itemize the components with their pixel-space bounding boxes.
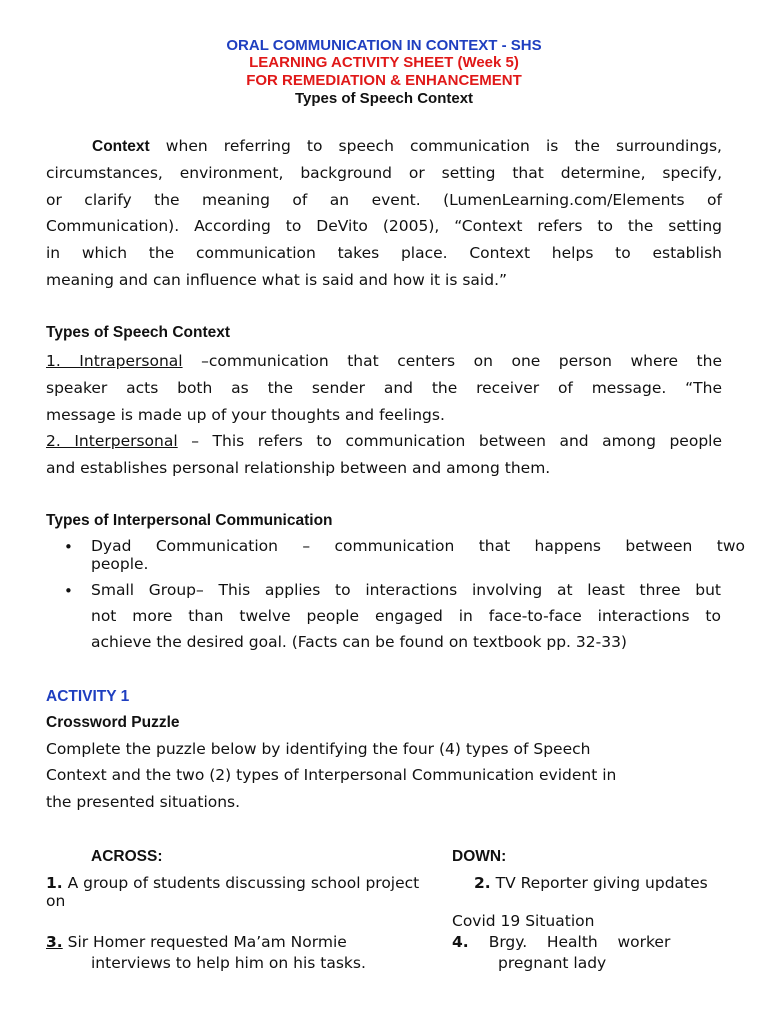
- small-group-line-2: not more than twelve people engaged in face-to-face interactions to: [91, 607, 721, 625]
- across-clue-1: [46, 874, 419, 892]
- intro-line-5: in which the communication takes place. Context helps to establish: [46, 244, 722, 263]
- down-label: DOWN:: [452, 848, 507, 865]
- dyad-line-1: Dyad Communication – communication that happens between two: [91, 537, 745, 555]
- activity-line-1: Complete the puzzle below by identifying the four (4) types of Speech: [46, 740, 591, 758]
- activity-line-3: the presented situations.: [46, 793, 241, 811]
- down-clue-2-line-2: Covid 19 Situation: [452, 912, 595, 930]
- intrapersonal-line-1: [46, 348, 722, 375]
- dyad-line-2: people.: [91, 555, 149, 573]
- intro-lead: Context: [92, 138, 150, 155]
- bullet-dot-2: •: [64, 582, 73, 600]
- down-clue-2-text: TV Reporter giving updates: [490, 874, 708, 892]
- across-clue-3-text: Sir Homer requested Ma’am Normie: [62, 933, 347, 951]
- intro-line-1: [46, 133, 722, 160]
- down-clue-4-line-2: pregnant lady: [498, 954, 607, 972]
- down-clue-4: [452, 933, 670, 951]
- across-clue-3-line-2: interviews to help him on his tasks.: [91, 954, 366, 972]
- small-group-line-3: achieve the desired goal. (Facts can be found on textbook pp. 32-33): [91, 633, 627, 651]
- interpersonal-term: 2. Interpersonal: [46, 432, 178, 451]
- interpersonal-line-2: and establishes personal relationship between and among them.: [46, 459, 551, 478]
- activity-sheet-title: LEARNING ACTIVITY SHEET (Week 5): [249, 54, 519, 71]
- topic-title: Types of Speech Context: [294, 90, 474, 107]
- speech-context-list: [46, 348, 722, 482]
- down-clue-4-number: 4.: [452, 933, 469, 951]
- intro-line-6: meaning and can influence what is said and how it is said.”: [46, 270, 508, 289]
- activity-title: ACTIVITY 1: [46, 688, 130, 705]
- intrapersonal-line-3: message is made up of your thoughts and feelings.: [46, 405, 445, 424]
- small-group-line-1: Small Group– This applies to interactions involving at least three but: [91, 581, 721, 599]
- across-label: ACROSS:: [91, 848, 163, 865]
- activity-line-2: Context and the two (2) types of Interpersonal Communication evident in: [46, 766, 617, 784]
- across-clue-1-text: A group of students discussing school project: [62, 874, 420, 892]
- across-clue-1-number: 1.: [46, 874, 63, 892]
- down-clue-2: [474, 874, 708, 892]
- interpersonal-line-1: [46, 428, 722, 455]
- intro-line-1-text: when referring to speech communication is the surroundings,: [149, 137, 722, 155]
- down-clue-2-number: 2.: [474, 874, 491, 892]
- interpersonal-heading: Types of Interpersonal Communication: [46, 512, 333, 529]
- bullet-dot-1: •: [64, 538, 73, 556]
- doc-title: ORAL COMMUNICATION IN CONTEXT - SHS: [226, 37, 542, 54]
- speech-context-heading: Types of Speech Context: [46, 324, 231, 341]
- down-clue-4-text: Brgy. Health worker: [488, 933, 671, 951]
- across-clue-3: [46, 933, 347, 951]
- intro-line-2: circumstances, environment, background or setting that determine, specify,: [46, 163, 722, 182]
- activity-subtitle: Crossword Puzzle: [46, 714, 180, 731]
- intro-paragraph: [46, 133, 722, 294]
- across-clue-1-line-2: on: [46, 892, 66, 910]
- interpersonal-line-1-text: – This refers to communication between and among people: [177, 432, 722, 451]
- intrapersonal-line-2: speaker acts both as the sender and the receiver of message. “The: [46, 378, 722, 397]
- intro-line-3: or clarify the meaning of an event. (LumenLearning.com/Elements of: [46, 190, 722, 209]
- intrapersonal-term: 1. Intrapersonal: [46, 352, 183, 370]
- across-clue-3-number: 3.: [46, 933, 63, 951]
- remediation-title: FOR REMEDIATION & ENHANCEMENT: [246, 72, 522, 89]
- intro-line-4: Communication). According to DeVito (2005), “Context refers to the setting: [46, 217, 722, 236]
- intrapersonal-line-1-text: –communication that centers on one person where the: [182, 352, 722, 370]
